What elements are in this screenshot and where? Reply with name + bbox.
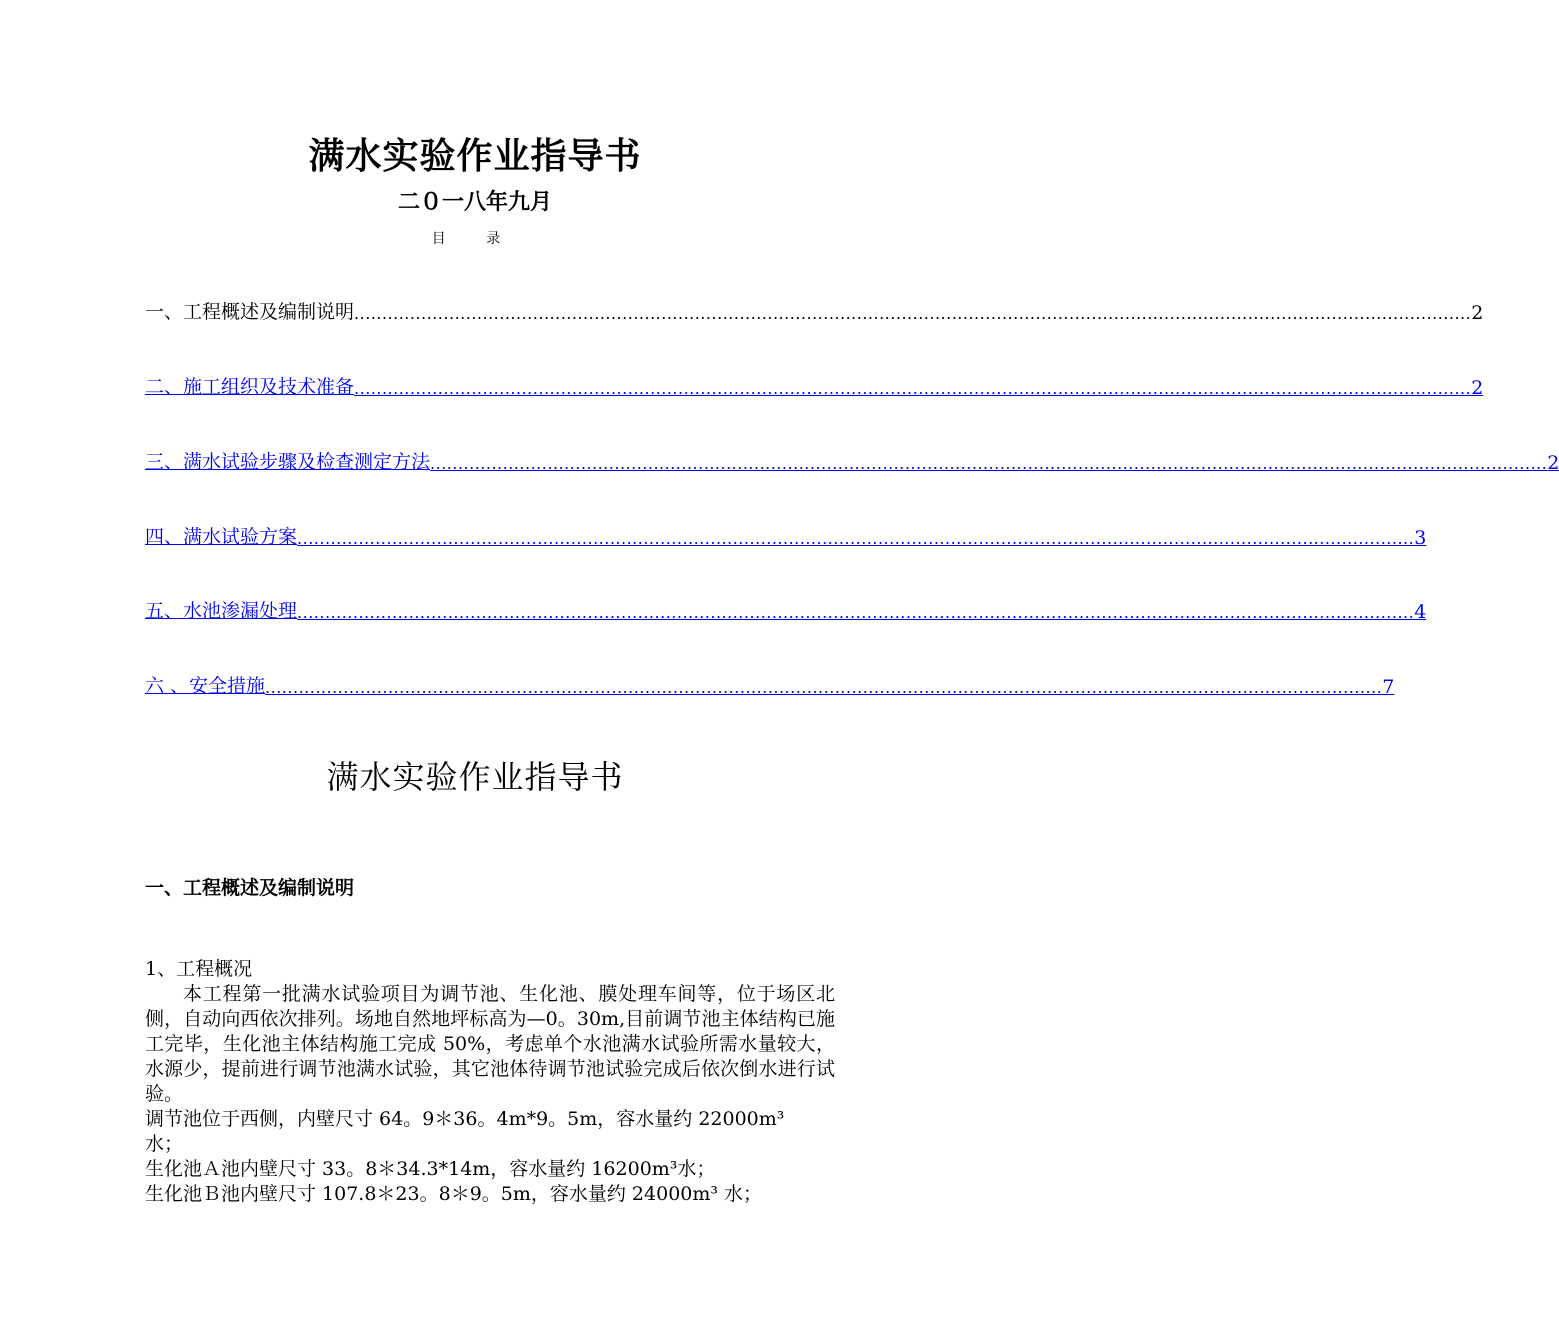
toc-leader-dots: ........................................................................................................................................................................................................: [297, 529, 1415, 548]
toc-leader-dots: ........................................................................................................................................................................................................: [354, 379, 1472, 398]
toc-entry-label: 六 、安全措施: [145, 675, 266, 697]
toc-entry-label: 二、施工组织及技术准备: [145, 376, 355, 398]
toc-entry-label: 四、满水试验方案: [145, 526, 298, 548]
toc-page-number: 4: [1414, 601, 1427, 623]
sub-heading: 1、工程概况: [145, 958, 253, 980]
document-title: 满水实验作业指导书: [308, 135, 642, 177]
toc-entry-label: 三、满水试验步骤及检查测定方法: [145, 451, 431, 473]
toc-page-number: 3: [1414, 527, 1427, 549]
toc-entry[interactable]: [145, 597, 1427, 623]
toc-page-number: 2: [1547, 452, 1559, 474]
body-title: 满水实验作业指导书: [326, 758, 624, 796]
toc-leader-dots: ........................................................................................................................................................................................................: [265, 678, 1383, 697]
toc-page-number: 7: [1382, 676, 1395, 698]
toc-entry[interactable]: [145, 373, 1484, 399]
toc-page-number: 2: [1471, 302, 1484, 324]
tank-line-2: 生化池Ａ池内壁尺寸 33。8＊34.3*14m，容水量约 16200m³水；: [145, 1158, 716, 1180]
toc-entry-label: 五、水池渗漏处理: [145, 600, 298, 622]
toc-entry[interactable]: [145, 523, 1427, 549]
tank-line-1-continued: 水；: [145, 1133, 184, 1155]
tank-line-3: 生化池Ｂ池内壁尺寸 107.8＊23。8＊9。5m，容水量约 24000m³ 水；: [145, 1183, 763, 1205]
toc-leader-dots: ........................................................................................................................................................................................................: [430, 454, 1548, 473]
toc-entry[interactable]: [145, 672, 1395, 698]
toc-leader-dots: ........................................................................................................................................................................................................: [297, 603, 1415, 622]
toc-leader-dots: ........................................................................................................................................................................................................: [354, 304, 1472, 323]
document-date: 二０一八年九月: [397, 189, 552, 215]
tank-line-1: 调节池位于西侧，内壁尺寸 64。9＊36。4m*9。5m，容水量约 22000m³: [145, 1108, 785, 1130]
toc-entry-label: 一、工程概述及编制说明: [145, 301, 355, 323]
toc-page-number: 2: [1471, 377, 1484, 399]
toc-entry: [145, 298, 1484, 324]
toc-heading: 目 录: [431, 231, 519, 247]
toc-entry[interactable]: [145, 448, 1559, 474]
overview-paragraph: 本工程第一批满水试验项目为调节池、生化池、膜处理车间等，位于场区北侧，自动向西依次排列。场地自然地坪标高为—0。30m,目前调节池主体结构已施工完毕，生化池主体结构施工完成 50%，考虑单个水池满水试验所需水量较大，水源少，提前进行调节池满水试验，其它池体待调节池试验完成后依次倒水进行试验。: [145, 983, 835, 1105]
section-heading: 一、工程概述及编制说明: [145, 877, 355, 899]
